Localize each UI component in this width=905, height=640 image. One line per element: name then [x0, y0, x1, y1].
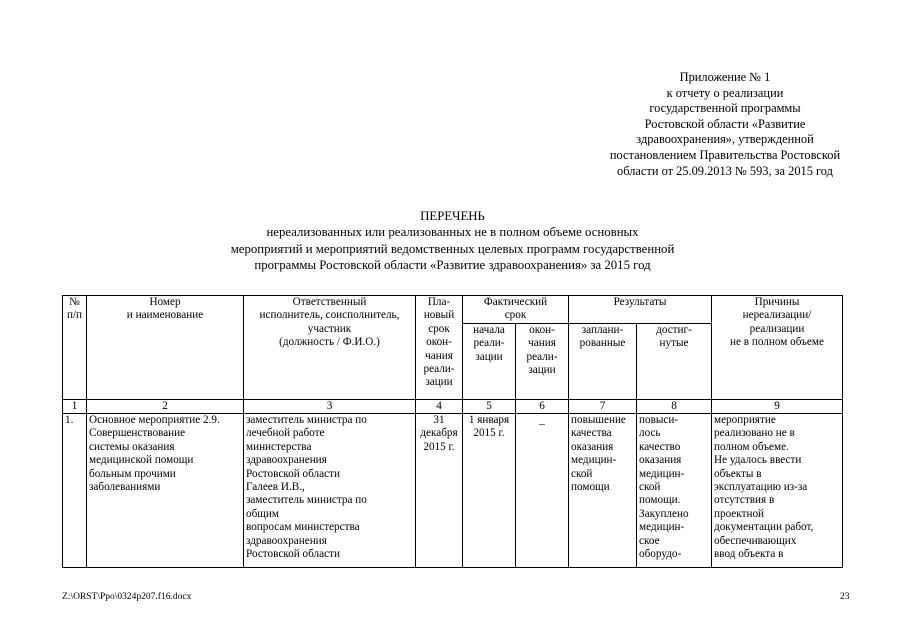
cell-results-achieved: повыси- лось качество оказания медицин- ской помощи. Закуплено медицин- ское оборудо-: [637, 414, 712, 568]
cell-actual-end: _: [516, 414, 569, 568]
table-row: [63, 414, 843, 568]
appendix-line: к отчету о реализации: [666, 85, 784, 100]
column-number: 9: [712, 400, 843, 414]
column-number-row: [63, 400, 843, 414]
appendix-line: области от 25.09.2013 № 593, за 2015 год: [617, 163, 833, 178]
header-name: Номер и наименование: [87, 296, 244, 400]
header-results-achieved: достиг- нутые: [637, 323, 712, 399]
footer-file-path: Z:\ORST\Ppo\0324p207.f16.docx: [62, 592, 192, 602]
header-reasons: Причины нереализации/ реализации не в полном объеме: [712, 296, 843, 400]
appendix-line: Приложение № 1: [679, 70, 771, 84]
footer-page-number: 23: [840, 592, 850, 602]
cell-planned-end: 31 декабря 2015 г.: [416, 414, 463, 568]
table-header-row: [63, 296, 843, 324]
cell-actual-start: 1 января 2015 г.: [463, 414, 516, 568]
measures-table: [62, 295, 843, 568]
cell-executor: заместитель министра по лечебной работе министерства здравоохранения Ростовской области Галеев И.В., заместитель министра по общим вопросам министерства здравоохранения Ростовской области: [244, 414, 416, 568]
header-num: № п/п: [63, 296, 87, 400]
header-results-planned: заплани- рованные: [569, 323, 637, 399]
title-heading: ПЕРЕЧЕНЬ: [420, 209, 485, 223]
column-number: 1: [63, 400, 87, 414]
appendix-line: Ростовской области «Развитие: [644, 116, 806, 131]
header-actual-term: Фактический срок: [463, 296, 569, 324]
column-number: 5: [463, 400, 516, 414]
column-number: 7: [569, 400, 637, 414]
column-number: 8: [637, 400, 712, 414]
appendix-header: [560, 70, 890, 179]
header-executor: Ответственный исполнитель, соисполнитель, участник (должность / Ф.И.О.): [244, 296, 416, 400]
column-number: 3: [244, 400, 416, 414]
cell-results-planned: повышение качества оказания медицин- ской помощи: [569, 414, 637, 568]
header-actual-start: начала реали- зации: [463, 323, 516, 399]
title-line: программы Ростовской области «Развитие здравоохранения» за 2015 год: [254, 258, 651, 273]
title-line: мероприятий и мероприятий ведомственных целевых программ государственной: [230, 241, 675, 256]
document-title: [0, 208, 905, 274]
appendix-line: здравоохранения», утвержденной: [636, 132, 814, 147]
header-planned-end: Пла- новый срок окон- чания реали- зации: [416, 296, 463, 400]
cell-name: Основное мероприятие 2.9. Совершенствование системы оказания медицинской помощи больным прочими заболеваниями: [87, 414, 244, 568]
column-number: 2: [87, 400, 244, 414]
cell-reasons: мероприятие реализовано не в полном объеме. Не удалось ввести объекты в эксплуатацию из-за отсутствия в проектной документации работ, обеспечивающих ввод объекта в: [712, 414, 843, 568]
cell-num: 1.: [63, 414, 87, 568]
appendix-line: государственной программы: [649, 101, 801, 116]
column-number: 6: [516, 400, 569, 414]
appendix-line: постановлением Правительства Ростовской: [609, 147, 841, 162]
header-actual-end: окон- чания реали- зации: [516, 323, 569, 399]
title-line: нереализованных или реализованных не в полном объеме основных: [266, 225, 639, 240]
header-results: Результаты: [569, 296, 712, 324]
column-number: 4: [416, 400, 463, 414]
